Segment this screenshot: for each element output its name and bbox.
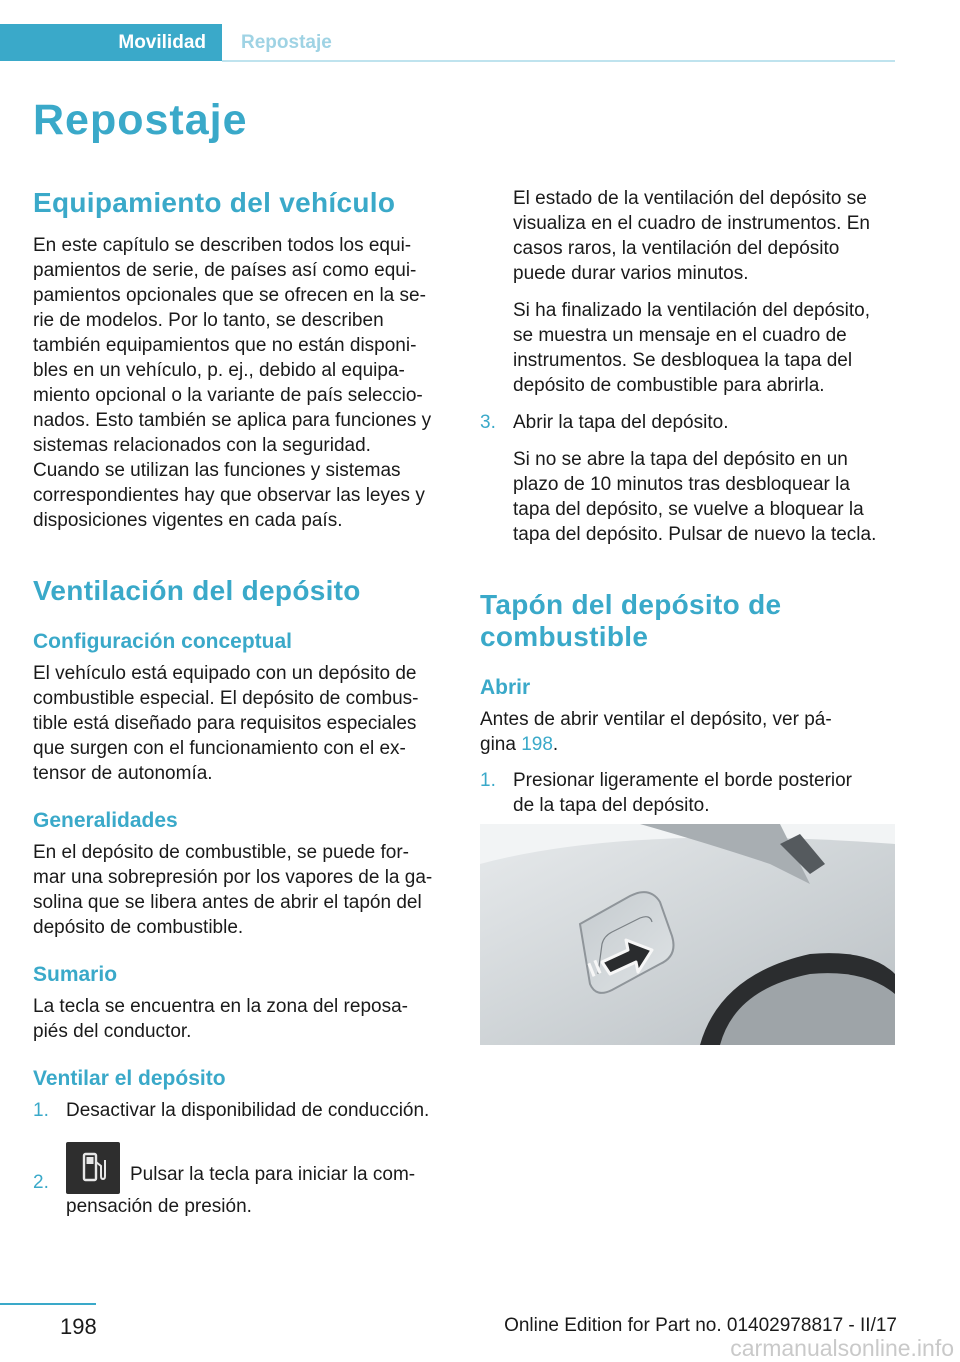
paragraph-step-3-note: Si no se abre la tapa del depósito en un plazo de 10 minutos tras desbloquear la tapa del depósito, se vuelve a bloquear la tapa del depósito. Pulsar de nuevo la tecla. (513, 449, 877, 545)
edition-note: Online Edition for Part no. 01402978817 - II/17 (504, 1315, 897, 1336)
step-text: Pulsar la tecla para iniciar la com- pensación de presión. (66, 1164, 416, 1217)
left-column (33, 180, 451, 1219)
page-number: 198 (60, 1314, 97, 1339)
watermark: carmanualsonline.info (730, 1335, 954, 1361)
right-column (480, 180, 900, 818)
subheading-configuracion: Configuración conceptual (33, 630, 293, 653)
step-text: Presionar ligeramente el borde posterior de la tapa del depósito. (513, 770, 853, 816)
step-text: Desactivar la disponibilidad de conducción. (66, 1100, 430, 1121)
fuel-pump-icon (66, 1142, 120, 1194)
subheading-ventilar: Ventilar el depósito (33, 1067, 226, 1090)
header-tab-label: Movilidad (118, 31, 206, 53)
page-reference-link[interactable]: 198 (521, 734, 553, 755)
header-divider (222, 60, 895, 62)
paragraph-ventilacion-finalizada: Si ha finalizado la ventilación del depósito, se muestra un mensaje en el cuadro de instrumentos. Se desbloquea la tapa del depósito de combustible para abrirla. (513, 300, 871, 396)
list-item-step-3 (480, 410, 900, 435)
subheading-sumario: Sumario (33, 963, 118, 986)
page-title: Repostaje (33, 96, 248, 144)
list-item-abrir-step-1 (480, 768, 900, 818)
paragraph-abrir-end: . (552, 734, 559, 755)
paragraph-sumario: La tecla se encuentra en la zona del reposa- piés del conductor. (33, 996, 408, 1042)
section-heading-ventilacion: Ventilación del depósito (33, 575, 361, 606)
fuel-flap-illustration (480, 824, 895, 1045)
step-number: 1. (33, 1100, 49, 1121)
section-heading-equipamiento: Equipamiento del vehículo (33, 187, 396, 218)
step-number: 2. (33, 1172, 49, 1193)
step-number: 3. (480, 412, 496, 433)
list-item-step-2 (33, 1142, 451, 1219)
step-text: Abrir la tapa del depósito. (513, 412, 729, 433)
subheading-abrir: Abrir (480, 676, 531, 699)
paragraph-generalidades: En el depósito de combustible, se puede for- mar una sobrepresión por los vapores de la ga- solina que se libera antes de abrir el tapón del depósito de combustible. (33, 842, 433, 938)
paragraph-equipamiento: En este capítulo se describen todos los equi- pamientos de serie, de países así como equi- pamientos opcionales que se ofrecen en la se- rie de modelos. Por lo tanto, se describen también equipamientos que no están disponi- bles en un vehículo, p. ej., debido al equipa- miento opcional o la variante de país seleccio- nados. Esto también se aplica para funciones y sistemas relacionados con la seguridad. Cuando se utilizan las funciones y sistemas correspondientes hay que observar las leyes y disposiciones vigentes en cada país. (33, 235, 432, 531)
paragraph-abrir (480, 707, 900, 757)
header-tab-repostaje: Repostaje (241, 32, 332, 53)
section-heading-tapon: Tapón del depósito de combustible (480, 589, 782, 652)
header-tab-movilidad (0, 24, 222, 61)
list-item-step-1 (33, 1098, 451, 1123)
paragraph-estado-ventilacion: El estado de la ventilación del depósito se visualiza en el cuadro de instrumentos. En casos raros, la ventilación del depósito puede durar varios minutos. (513, 188, 870, 284)
paragraph-abrir-text: Antes de abrir ventilar el depósito, ver pá- gina (480, 709, 832, 755)
paragraph-configuracion: El vehículo está equipado con un depósito de combustible especial. El depósito de combus- tible está diseñado para requisitos especiales que surgen con el funcionamiento con el ex- tensor de autonomía. (33, 663, 419, 784)
step-number: 1. (480, 770, 496, 791)
footer-divider (0, 1303, 96, 1305)
subheading-generalidades: Generalidades (33, 809, 178, 832)
